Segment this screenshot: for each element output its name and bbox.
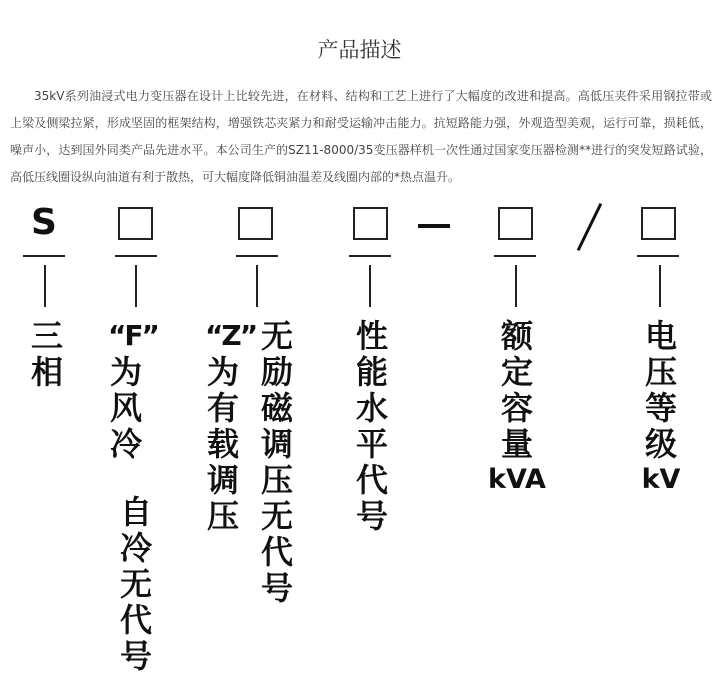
- stem-cooling: [135, 265, 137, 307]
- underline-voltage: [637, 255, 679, 257]
- label-voltage-unit: kV: [641, 464, 681, 495]
- label-cooling-natural: [118, 494, 154, 674]
- label-phase: [27, 318, 67, 390]
- label-capacity: [487, 318, 547, 498]
- underline-phase: [23, 255, 65, 257]
- page-title: 产品描述: [317, 38, 402, 62]
- label-onload: [205, 318, 257, 535]
- label-onload-quote: “Z”: [205, 319, 257, 352]
- underline-cooling: [115, 255, 157, 257]
- stem-performance: [369, 265, 371, 307]
- code-box-regulation: [238, 207, 273, 240]
- underline-capacity: [494, 255, 536, 257]
- label-voltage: [639, 318, 683, 498]
- code-letter-s: S: [31, 202, 57, 243]
- code-box-cooling: [118, 207, 153, 240]
- code-box-voltage: [641, 207, 676, 240]
- underline-performance: [349, 255, 391, 257]
- label-voltage-text: 电压等级: [644, 317, 677, 463]
- label-phase-text: 三相: [30, 317, 63, 391]
- product-description: 35kV系列油浸式电力变压器在设计上比较先进，在材料、结构和工艺上进行了大幅度的改进和提高。高低压夹件采用钢拉带或上梁及侧梁拉紧，形成坚固的框架结构，增强铁芯夹紧力和耐受运输冲击能力。抗短路能力强，外观造型美观，运行可靠，损耗低，噪声小，达到国外同类产品先进水平。本公司生产的SZ11-8000/35变压器样机一次性通过国家变压器检测**进行的突发短路试验，高低压线圈设纵向油道有利于散热，可大幅度降低铜油温差及线圈内部的*热点温升。: [10, 89, 712, 184]
- label-cooling-natural-text: 自冷无代号: [119, 493, 152, 675]
- stem-voltage: [659, 265, 661, 307]
- model-code-row: [0, 199, 719, 259]
- code-slash: [577, 203, 602, 251]
- label-performance-text: 性能水平代号: [355, 317, 388, 535]
- label-capacity-unit: kVA: [488, 464, 546, 495]
- underline-regulation: [236, 255, 278, 257]
- label-offload-text: 无励磁调压无代号: [260, 317, 293, 607]
- label-cooling-quote: “F”: [108, 319, 158, 352]
- code-dash: [418, 224, 450, 228]
- stem-capacity: [515, 265, 517, 307]
- label-performance: [354, 318, 390, 534]
- label-cooling: [108, 318, 158, 463]
- label-cooling-text: 为风冷: [109, 353, 142, 463]
- stem-phase: [44, 265, 46, 307]
- code-box-performance: [353, 207, 388, 240]
- label-onload-text: 为有载调压: [206, 353, 239, 535]
- label-capacity-text: 额定容量: [500, 317, 533, 463]
- label-offload: [259, 318, 295, 606]
- code-box-capacity: [498, 207, 533, 240]
- stem-regulation: [256, 265, 258, 307]
